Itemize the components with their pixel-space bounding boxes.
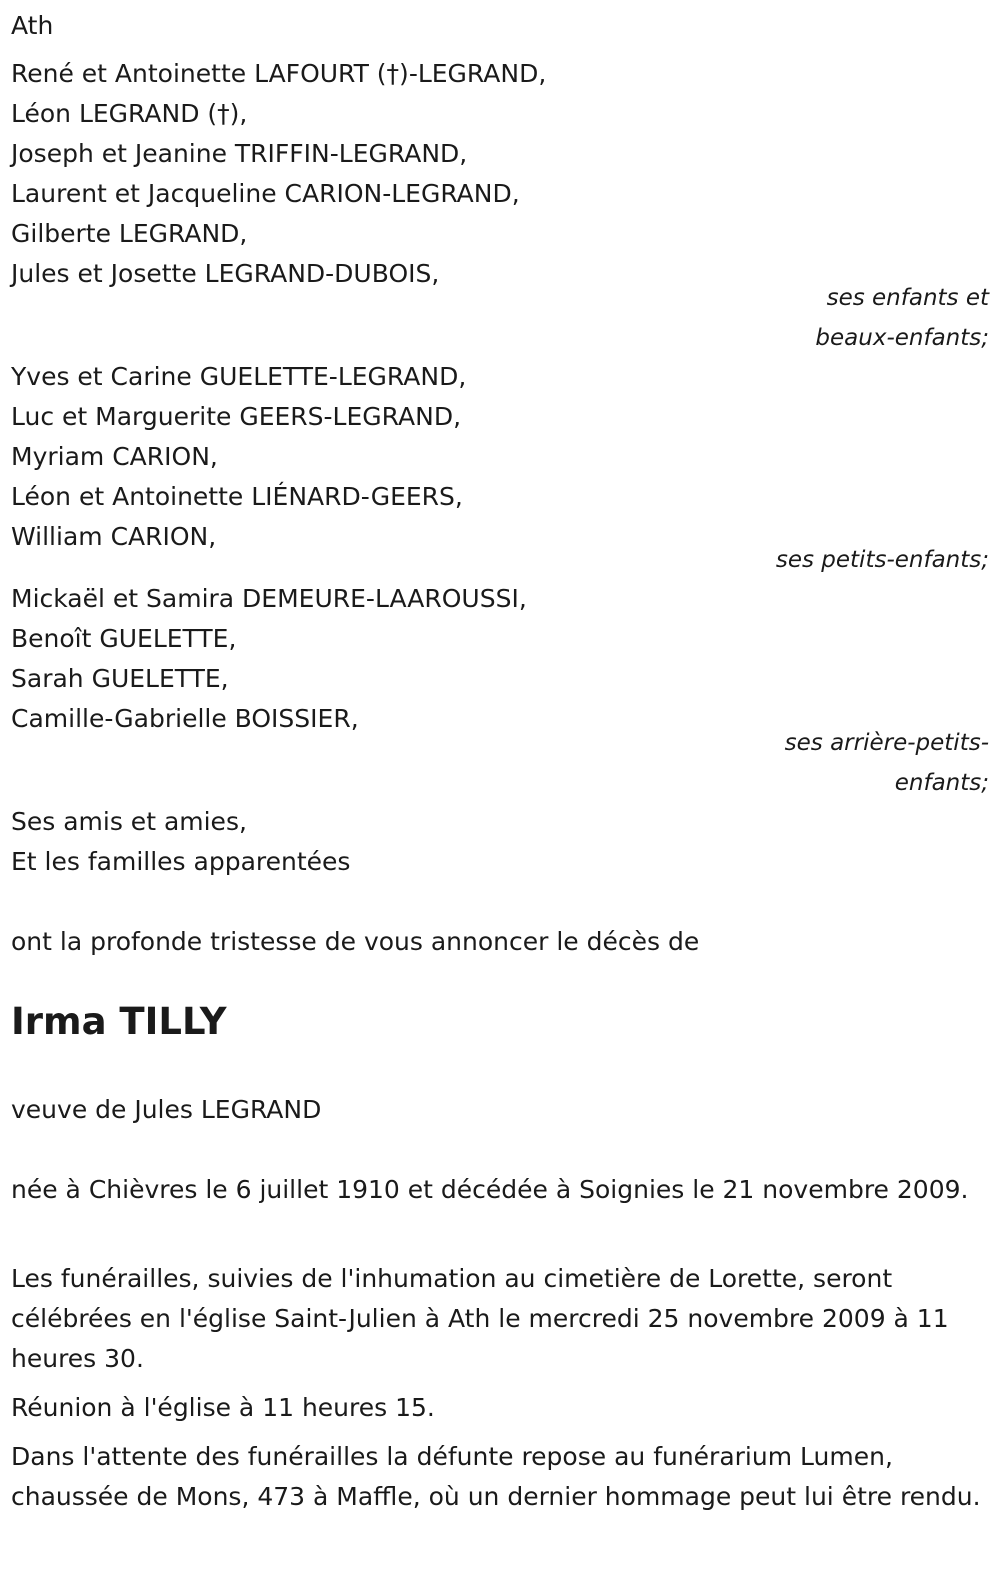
grandchildren-role xyxy=(776,540,989,580)
family-member-line: Jules et Josette LEGRAND-DUBOIS, xyxy=(11,259,440,288)
family-member-line: Sarah GUELETTE, xyxy=(11,664,229,693)
family-member-line: Joseph et Jeanine TRIFFIN-LEGRAND, xyxy=(11,139,468,168)
grandchildren-list xyxy=(11,357,989,557)
family-member-line: Yves et Carine GUELETTE-LEGRAND, xyxy=(11,362,467,391)
family-member-line: William CARION, xyxy=(11,522,217,551)
others-line: Ses amis et amies, xyxy=(11,807,247,836)
funeral-text: Les funérailles, suivies de l'inhumation au cimetière de Lorette, seront célébrées en l'église Saint-Julien à Ath le mercredi 25 novembre 2009 à 11 heures 30. xyxy=(11,1264,949,1373)
meeting-text: Réunion à l'église à 11 heures 15. xyxy=(11,1393,435,1422)
family-member-line: Luc et Marguerite GEERS-LEGRAND, xyxy=(11,402,462,431)
family-member-line: Laurent et Jacqueline CARION-LEGRAND, xyxy=(11,179,520,208)
role-line: ses arrière-petits- xyxy=(784,730,989,756)
birth-death-text: née à Chièvres le 6 juillet 1910 et décédée à Soignies le 21 novembre 2009. xyxy=(11,1175,969,1204)
family-member-line: Myriam CARION, xyxy=(11,442,218,471)
children-role xyxy=(815,278,989,358)
great-grandchildren-list xyxy=(11,579,989,739)
family-member-line: Camille-Gabrielle BOISSIER, xyxy=(11,704,359,733)
great-grandchildren-role xyxy=(785,723,989,803)
family-member-line: Benoît GUELETTE, xyxy=(11,624,237,653)
others-line: Et les familles apparentées xyxy=(11,847,351,876)
role-line: ses petits-enfants; xyxy=(775,547,989,573)
family-member-line: Gilberte LEGRAND, xyxy=(11,219,248,248)
family-member-line: Léon et Antoinette LIÉNARD-GEERS, xyxy=(11,482,463,511)
role-line: enfants; xyxy=(894,770,989,796)
city-heading: Ath xyxy=(11,11,54,40)
family-member-line: Léon LEGRAND (†), xyxy=(11,99,248,128)
repose-text: Dans l'attente des funérailles la défunte repose au funérarium Lumen, chaussée de Mons, 473 à Maffle, où un dernier hommage peut lui être rendu. xyxy=(11,1442,981,1511)
family-member-line: Mickaël et Samira DEMEURE-LAAROUSSI, xyxy=(11,584,527,613)
others-list xyxy=(11,802,989,882)
children-list xyxy=(11,54,989,294)
announcement-text: ont la profonde tristesse de vous annoncer le décès de xyxy=(11,927,700,956)
widow-of-text: veuve de Jules LEGRAND xyxy=(11,1095,322,1124)
deceased-name: Irma TILLY xyxy=(11,1000,227,1043)
role-line: ses enfants et xyxy=(826,285,989,311)
family-member-line: René et Antoinette LAFOURT (†)-LEGRAND, xyxy=(11,59,547,88)
role-line: beaux-enfants; xyxy=(815,325,989,351)
